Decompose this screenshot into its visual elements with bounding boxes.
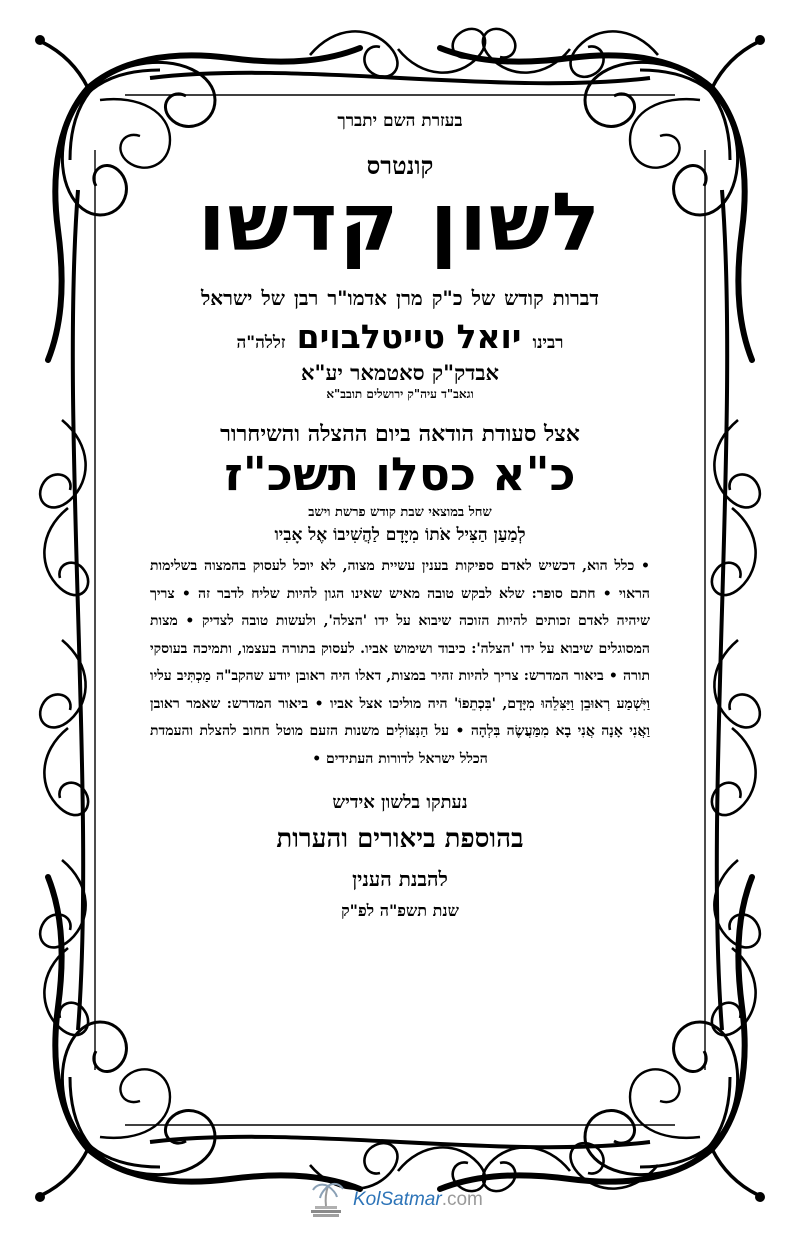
rabbeinu-label: רבינו <box>532 333 564 354</box>
main-title: לשון קדשו <box>198 176 602 270</box>
rebbe-name: יואל טייטלבוים <box>296 317 522 357</box>
year-line: שנת תשפ"ה לפ"ק <box>341 900 459 920</box>
site-name-suffix: .com <box>441 1189 483 1210</box>
kuntres-label: קונטרס <box>366 150 434 180</box>
palm-tree-books-logo-icon <box>305 1180 347 1220</box>
avdak-line: אבדק"ק סאטמאר יע"א <box>301 360 499 386</box>
date-title: כ"א כסלו תשכ"ז <box>224 446 576 501</box>
seuda-line: אצל סעודת הודאה ביום ההצלה והשיחרור <box>220 420 580 447</box>
jerusalem-line: וגאב"ד עיה"ק ירושלים תובב"א <box>326 387 474 402</box>
rebbe-name-line <box>150 319 650 355</box>
understanding-line: להבנת הענין <box>352 866 448 891</box>
zllh-label: זללה"ה <box>236 333 286 354</box>
blessing-line: בעזרת השם יתברך <box>337 111 463 131</box>
divrei-kodesh-line: דברות קודש של כ"ק מרן אדמו"ר רבן של ישראל <box>200 286 600 311</box>
site-name[interactable] <box>353 1189 483 1211</box>
translated-line: נעתקו בלשון אידיש <box>332 792 468 814</box>
site-logo[interactable] <box>305 1180 515 1220</box>
addition-line: בהוספת ביאורים והערות <box>276 823 524 854</box>
summary-paragraph: • כלל הוא, דכשיש לאדם ספיקות בענין עשיית מצוה, לא יוכל לעסוק בהמצוה בשלימות הראוי • חתם סופר: שלא לבקש טובה מאיש שאינו הגון להיות שליח לדבר זה • צריך שיהיה לאדם זכותים להיות הזוכה שיבוא על ידו 'הצלה', ולעשות טובה לצדיק • מצות המסוגלים שיבוא על ידו 'הצלה': כיבוד ושימוש אביו. לעסוק בתורה בעצמו, ותמיכה בעוסקי תורה • ביאור המדרש: צריך להיות זהיר במצות, דאלו היה ראובן יודע שהקב"ה מַכְתִּיב עליו וַיִּשְׁמַע רְאוּבֵן וַיַּצִּלֵהוּ מִיָּדָם, 'בִּכְתֵפוֹ' היה מוליכו אצל אביו • ביאור המדרש: שאמר ראובן וַאֲנִי אָנָה אֲנִי בָא מִמַּעֲשֶׂה בִּלְהָה • על הַנִּצּוֹלִים משנות הזעם מוטל חחוב להצלת והעמדת הכלל ישראל לדורות העתידים • <box>150 558 650 767</box>
site-name-main: KolSatmar <box>353 1189 442 1210</box>
verse-line: לְמַעַן הַצִּיל אֹתוֹ מִיָּדָם לַהֲשִׁיבוֹ אֶל אָבִיו <box>274 525 526 546</box>
occurred-line: שחל במוצאי שבת קודש פרשת וישב <box>308 505 492 521</box>
cover-text <box>150 112 650 919</box>
